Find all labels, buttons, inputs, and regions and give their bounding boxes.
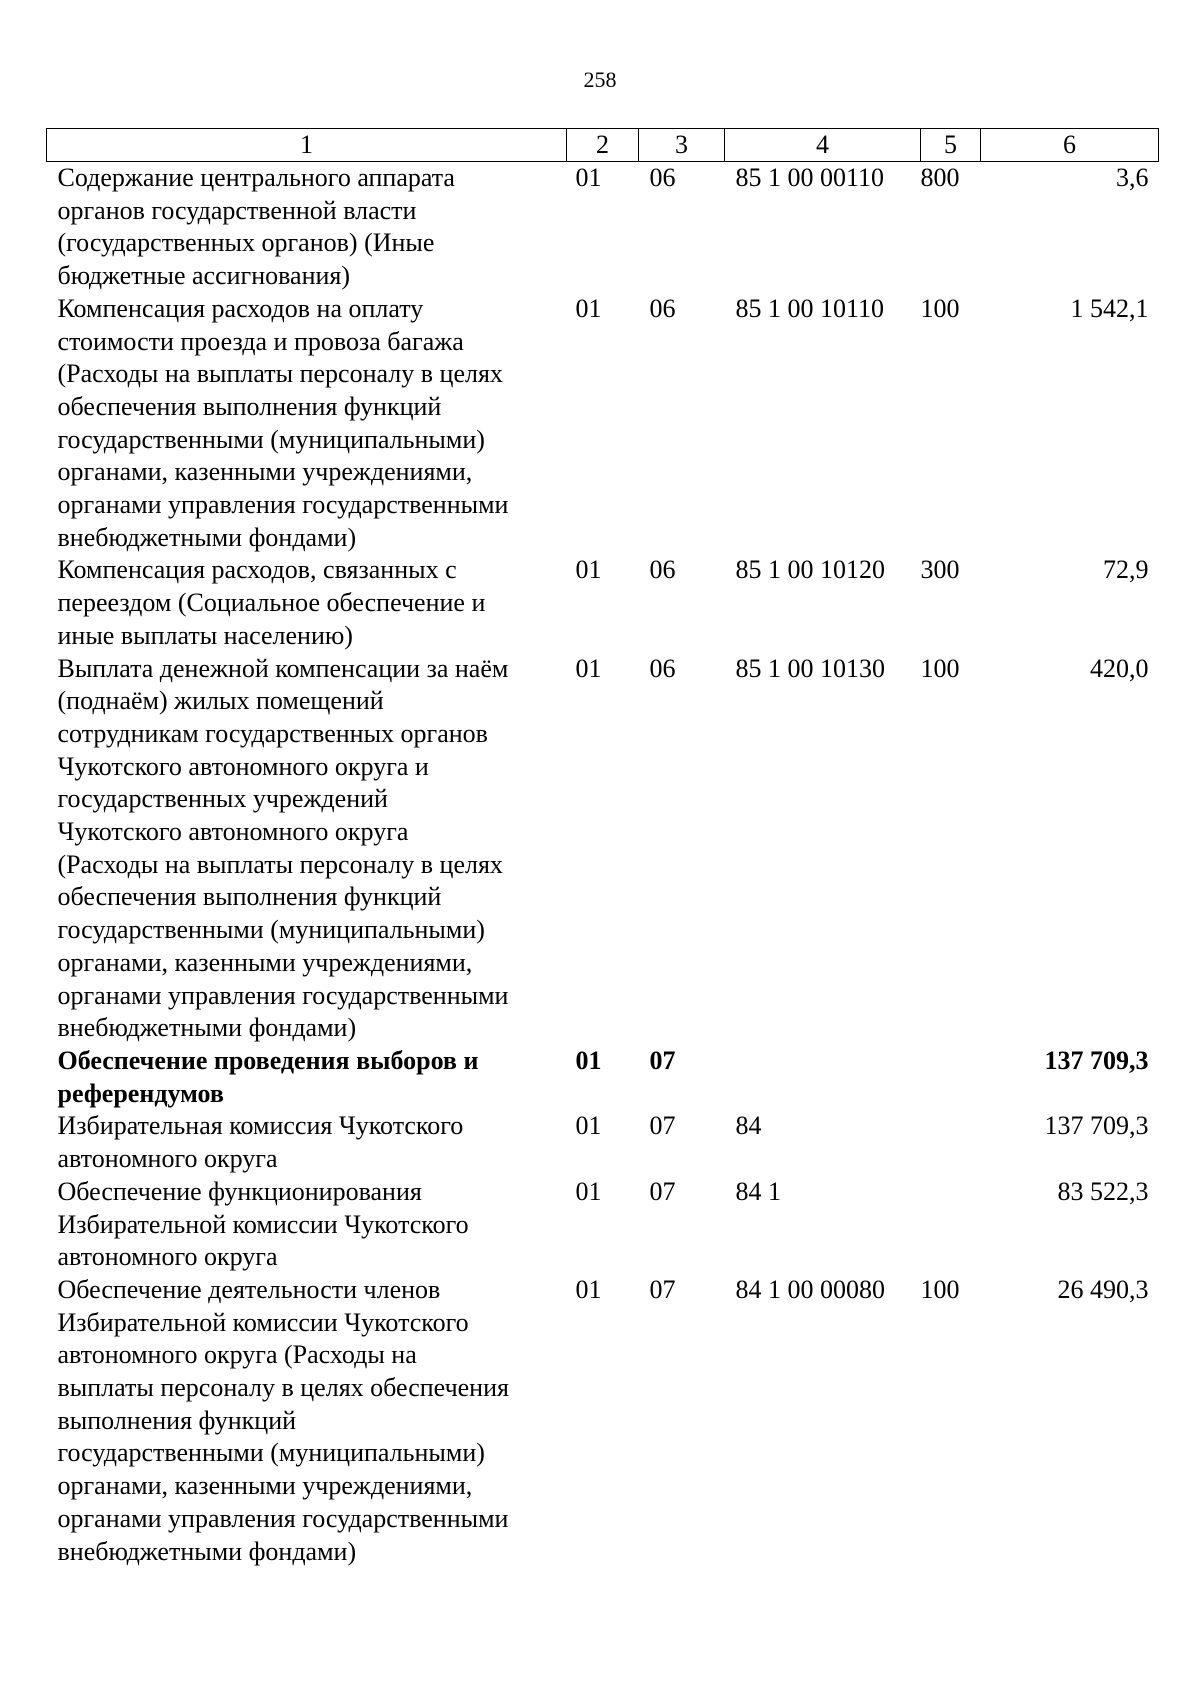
expense-type-code (921, 1110, 981, 1175)
expense-type-code: 300 (920, 555, 960, 585)
table-row (47, 1274, 1159, 1568)
expense-name-line: органов государственной власти (57, 195, 417, 225)
column-number-4: 4 (725, 129, 921, 162)
expense-name-line: органами, казенными учреждениями, (57, 1471, 473, 1501)
section-code: 01 (575, 163, 602, 192)
expense-type-code (921, 1176, 981, 1274)
expense-name (47, 1045, 567, 1110)
target-article-code: 84 1 (735, 1176, 781, 1206)
expense-name (47, 1274, 567, 1568)
expense-name-line: (поднаём) жилых помещений (57, 686, 384, 716)
expense-name-line: Содержание центрального аппарата (57, 163, 455, 192)
budget-table (46, 128, 1159, 1568)
expense-name-line: Выплата денежной компенсации за наём (57, 653, 509, 683)
target-article-code: 85 1 00 10110 (735, 293, 885, 323)
expense-name-line: государственными (муниципальными) (57, 1438, 485, 1468)
amount-value: 137 709,3 (1044, 1111, 1149, 1141)
table-body (47, 162, 1159, 1569)
target-article-code: 84 1 00 00080 (735, 1274, 885, 1304)
expense-name-line: Компенсация расходов, связанных с (57, 555, 457, 585)
expense-name-line: Чукотского автономного округа (57, 817, 409, 847)
subsection-code: 06 (649, 555, 676, 585)
expense-name-line: Избирательная комиссия Чукотского (57, 1111, 464, 1141)
expense-type-code: 800 (920, 163, 960, 192)
target-article-code: 85 1 00 00110 (735, 163, 885, 192)
expense-name-line: бюджетные ассигнования) (57, 261, 351, 291)
expense-name-line: Обеспечение деятельности членов (57, 1274, 441, 1304)
expense-name-line: выполнения функций (57, 1405, 297, 1435)
expense-name-line: переездом (Социальное обеспечение и (57, 588, 486, 618)
expense-name-line: государственными (муниципальными) (57, 424, 485, 454)
target-article-code: 85 1 00 10120 (735, 555, 885, 585)
table-row (47, 653, 1159, 1045)
column-number-5: 5 (921, 129, 981, 162)
expense-name-line: обеспечения выполнения функций (57, 882, 442, 912)
expense-name-line: внебюджетными фондами) (57, 522, 357, 552)
expense-name-line: государственными (муниципальными) (57, 915, 485, 945)
expense-name-line: стоимости проезда и провоза багажа (57, 326, 464, 356)
expense-name-line: Чукотского автономного округа и (57, 751, 429, 781)
expense-name-line: Обеспечение функционирования (57, 1176, 422, 1206)
amount-value: 3,6 (1116, 163, 1149, 192)
amount-value: 83 522,3 (1057, 1176, 1149, 1206)
table-row (47, 1110, 1159, 1175)
section-code: 01 (575, 1111, 602, 1141)
expense-name-line: иные выплаты населению) (57, 620, 353, 650)
expense-name-line: обеспечения выполнения функций (57, 391, 442, 421)
expense-name-line: органами, казенными учреждениями, (57, 457, 473, 487)
expense-name-line: референдумов (57, 1078, 224, 1108)
target-article-code: 85 1 00 10130 (735, 653, 885, 683)
expense-type-code: 100 (920, 1274, 960, 1304)
amount-value: 137 709,3 (1044, 1045, 1149, 1075)
page-number: 258 (583, 67, 617, 92)
expense-name-line: внебюджетными фондами) (57, 1536, 357, 1566)
expense-name-line: Избирательной комиссии Чукотского (57, 1307, 469, 1337)
expense-name-line: Обеспечение проведения выборов и (57, 1045, 479, 1075)
expense-name-line: внебюджетными фондами) (57, 1013, 357, 1043)
amount-value: 72,9 (1103, 555, 1149, 585)
section-code: 01 (575, 1274, 602, 1304)
expense-name-line: органами управления государственными (57, 980, 509, 1010)
column-number-6: 6 (981, 129, 1159, 162)
expense-name-line: государственных учреждений (57, 784, 388, 814)
table-row (47, 293, 1159, 555)
column-number-3: 3 (639, 129, 725, 162)
expense-type-code (921, 1045, 981, 1110)
expense-name-line: автономного округа (57, 1242, 278, 1272)
expense-name-line: (государственных органов) (Иные (57, 228, 435, 258)
expense-name-line: (Расходы на выплаты персоналу в целях (57, 849, 503, 879)
expense-type-code: 100 (920, 293, 960, 323)
section-code: 01 (575, 653, 602, 683)
expense-name (47, 293, 567, 555)
column-number-1: 1 (47, 129, 567, 162)
target-article-code (725, 1045, 921, 1110)
subsection-code: 07 (649, 1111, 676, 1141)
expense-name-line: выплаты персоналу в целях обеспечения (57, 1373, 509, 1403)
amount-value: 1 542,1 (1070, 293, 1149, 323)
expense-name-line: органами, казенными учреждениями, (57, 947, 473, 977)
section-code: 01 (575, 555, 602, 585)
table-row (47, 1045, 1159, 1110)
expense-name (47, 162, 567, 293)
expense-name-line: органами управления государственными (57, 1503, 509, 1533)
subsection-code: 07 (649, 1274, 676, 1304)
section-code: 01 (575, 293, 602, 323)
expense-name-line: Избирательной комиссии Чукотского (57, 1209, 469, 1239)
amount-value: 420,0 (1090, 653, 1149, 683)
expense-name (47, 1110, 567, 1175)
target-article-code: 84 (735, 1111, 762, 1141)
expense-name (47, 653, 567, 1045)
expense-name-line: органами управления государственными (57, 490, 509, 520)
subsection-code: 06 (649, 163, 676, 192)
section-code: 01 (575, 1176, 602, 1206)
expense-name (47, 554, 567, 652)
amount-value: 26 490,3 (1057, 1274, 1149, 1304)
expense-name-line: сотрудникам государственных органов (57, 718, 488, 748)
subsection-code: 07 (649, 1176, 676, 1206)
expense-name-line: (Расходы на выплаты персоналу в целях (57, 359, 503, 389)
expense-name-line: Компенсация расходов на оплату (57, 293, 424, 323)
subsection-code: 06 (649, 653, 676, 683)
expense-name-line: автономного округа (57, 1144, 278, 1174)
column-number-2: 2 (567, 129, 639, 162)
table-row (47, 1176, 1159, 1274)
expense-type-code: 100 (920, 653, 960, 683)
table-row (47, 554, 1159, 652)
section-code: 01 (575, 1045, 602, 1075)
table-row (47, 162, 1159, 293)
subsection-code: 06 (649, 293, 676, 323)
column-number-row (47, 129, 1159, 162)
expense-name (47, 1176, 567, 1274)
expense-name-line: автономного округа (Расходы на (57, 1340, 417, 1370)
subsection-code: 07 (649, 1045, 676, 1075)
